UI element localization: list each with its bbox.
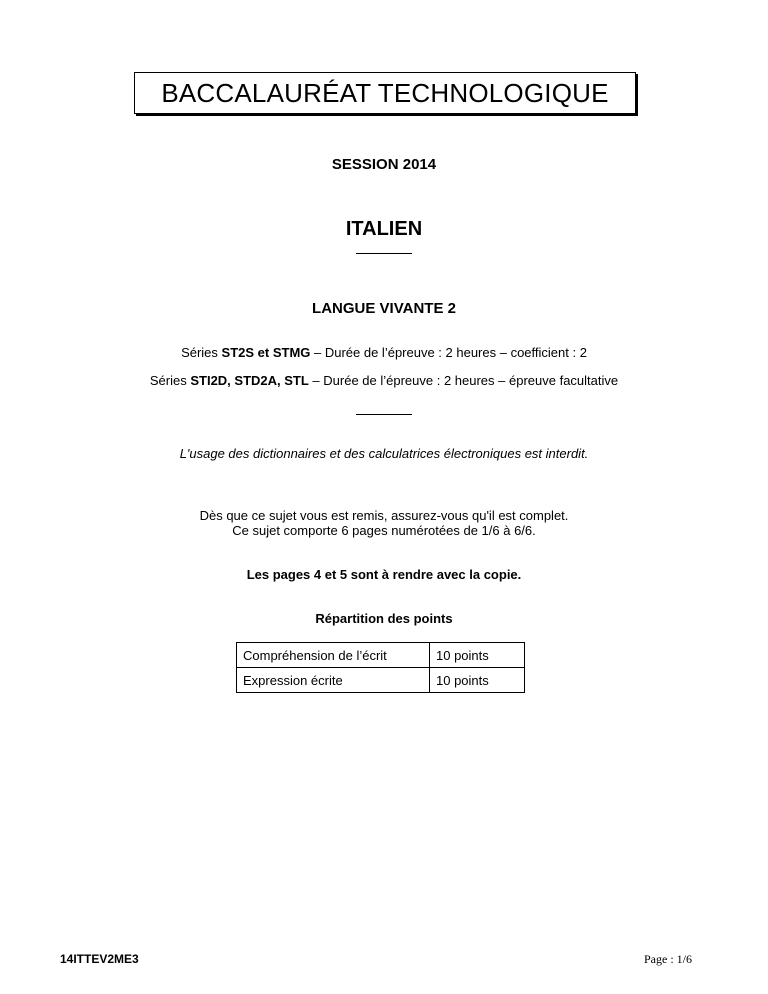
level-label: LANGUE VIVANTE 2 [312,300,456,317]
points-value: 10 points [430,668,525,693]
divider-rule [356,253,412,254]
points-title: Répartition des points [315,611,453,626]
series-line-2-prefix: Séries [149,373,191,388]
return-note: Les pages 4 et 5 sont à rendre avec la copie. [246,567,522,582]
instruction-line-2: Ce sujet comporte 6 pages numérotées de 1/6 à 6/6. [232,523,536,538]
series-line-1 [0,345,768,360]
footer-page-number: Page : 1/6 [644,952,692,966]
divider-rule-2 [356,414,412,415]
points-value: 10 points [430,643,525,668]
series-line-1-rest: – Durée de l’épreuve : 2 heures – coefficient : 2 [310,345,587,360]
instruction-line-1: Dès que ce sujet vous est remis, assurez-vous qu'il est complet. [199,508,569,523]
table-row [237,643,525,668]
footer-code: 14ITTEV2ME3 [60,952,139,966]
series-line-2-series: STI2D, STD2A, STL [190,373,309,388]
points-table [236,642,525,693]
session-label: SESSION 2014 [331,156,437,173]
series-line-1-prefix: Séries [181,345,222,360]
table-row [237,668,525,693]
points-item: Compréhension de l’écrit [237,643,430,668]
series-line-2 [0,373,768,388]
document-title [134,72,636,114]
subject-title: ITALIEN [345,218,423,240]
document-title-text: BACCALAURÉAT TECHNOLOGIQUE [161,77,609,108]
notice-text: L'usage des dictionnaires et des calculatrices électroniques est interdit. [179,446,589,461]
series-line-1-series: ST2S et STMG [221,345,311,360]
series-line-2-rest: – Durée de l’épreuve : 2 heures – épreuve facultative [308,373,619,388]
points-item: Expression écrite [237,668,430,693]
